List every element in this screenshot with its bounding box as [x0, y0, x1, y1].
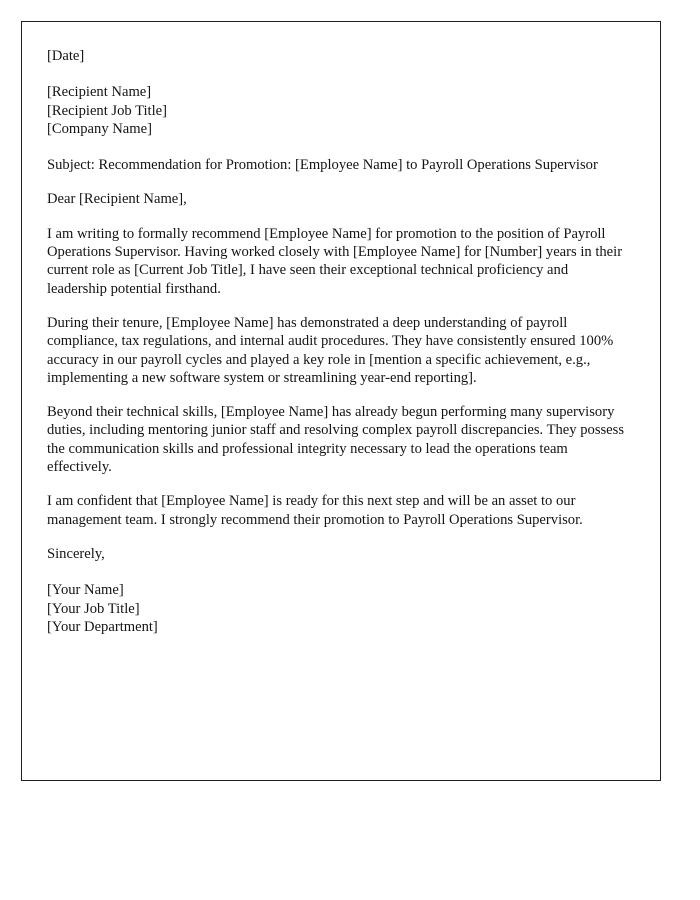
recipient-name: [Recipient Name] [47, 84, 152, 101]
document-page-frame [21, 21, 661, 781]
letter-body [22, 22, 660, 780]
body-paragraph-1: I am writing to formally recommend [Employee Name] for promotion to the position of Payroll Operations Supervisor. Having worked closely with [Employee Name] for [Number] years in their current role as [Current Job Title], I have seen their exceptional technical proficiency and leadership potential firsthand. [47, 225, 623, 297]
spacer-signature [47, 563, 630, 581]
recipient-address-block [47, 83, 630, 138]
spacer-after-recipient [47, 138, 630, 156]
recipient-company-name: [Company Name] [47, 120, 152, 137]
signer-name: [Your Name] [47, 582, 124, 599]
spacer-before-closing [47, 529, 630, 545]
salutation: Dear [Recipient Name], [47, 191, 187, 208]
spacer-paragraph-3 [47, 476, 630, 492]
date-line: [Date] [47, 48, 85, 64]
signer-job-title: [Your Job Title] [47, 600, 140, 617]
subject-line: Subject: Recommendation for Promotion: [Employee Name] to Payroll Operations Supervisor [47, 157, 598, 174]
body-paragraph-3: Beyond their technical skills, [Employee Name] has already begun performing many supervisory duties, including mentoring junior staff and resolving complex payroll discrepancies. They possess the communication skills and professional integrity necessary to lead the operations team effectively. [47, 404, 625, 476]
signer-department: [Your Department] [47, 618, 158, 635]
closing-line: Sincerely, [47, 545, 105, 562]
spacer-after-date [47, 65, 630, 83]
body-paragraph-2: During their tenure, [Employee Name] has demonstrated a deep understanding of payroll compliance, tax regulations, and internal audit procedures. They have consistently ensured 100% accuracy in our payroll cycles and played a key role in [mention a specific achievement, e.g., implementing a new software system or streamlining year-end reporting]. [47, 314, 614, 386]
body-paragraph-4: I am confident that [Employee Name] is ready for this next step and will be an asset to our management team. I strongly recommend their promotion to Payroll Operations Supervisor. [47, 493, 583, 528]
recipient-job-title: [Recipient Job Title] [47, 102, 167, 119]
spacer-paragraph-2 [47, 387, 630, 403]
spacer-paragraph-1 [47, 298, 630, 314]
spacer-after-salutation [47, 209, 630, 225]
spacer-after-subject [47, 174, 630, 190]
signature-block [47, 581, 630, 636]
